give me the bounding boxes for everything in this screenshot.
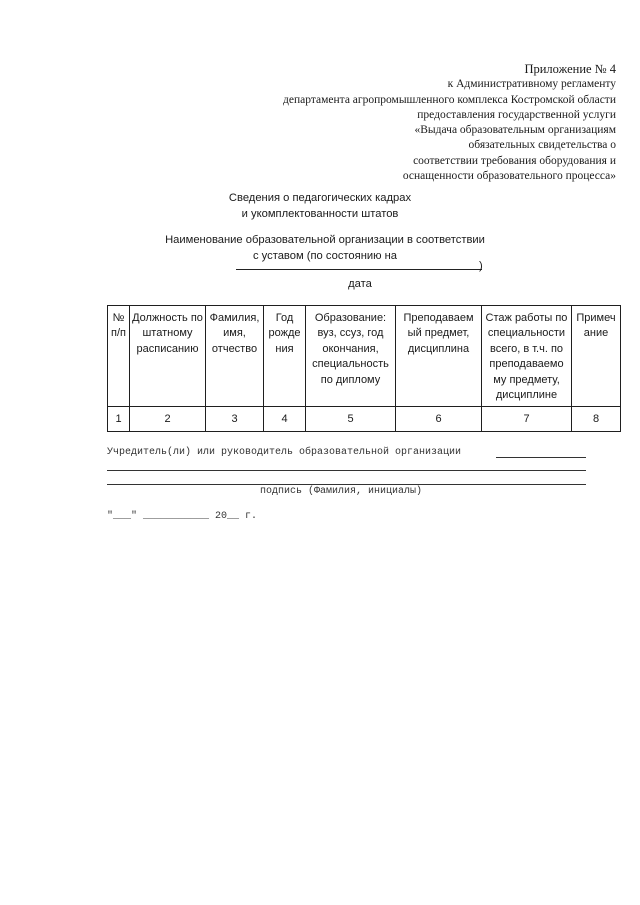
table-cell: 1 <box>108 407 130 432</box>
col-header-name: Фамилия, имя, отчество <box>206 306 264 407</box>
table-header-row <box>108 306 621 407</box>
org-line: Наименование образовательной организации в соответствии <box>165 234 485 246</box>
table-cell: 5 <box>306 407 396 432</box>
appendix-line: к Административному регламенту <box>447 78 616 91</box>
signature-date: "___" ___________ 20__ г. <box>107 511 258 522</box>
appendix-line: оснащенности образовательного процесса» <box>402 170 616 183</box>
staff-table <box>107 305 621 432</box>
appendix-line: департамента агропромышленного комплекса Костромской области <box>283 93 616 106</box>
appendix-line: обязательных свидетельства о <box>468 139 616 152</box>
heading-line: и укомплектованности штатов <box>241 207 399 220</box>
table-cell: 4 <box>264 407 306 432</box>
table-row <box>108 407 621 432</box>
col-header-note: Примеч ание <box>572 306 621 407</box>
appendix-line: «Выдача образовательным организациям <box>414 124 616 137</box>
table-cell: 6 <box>396 407 482 432</box>
col-header-position: Должность по штатному расписанию <box>130 306 206 407</box>
date-caption: дата <box>348 278 372 290</box>
col-header-birth-year: Год рожде ния <box>264 306 306 407</box>
col-header-subject: Преподаваем ый предмет, дисциплина <box>396 306 482 407</box>
table-cell: 8 <box>572 407 621 432</box>
heading-line: Сведения о педагогических кадрах <box>228 192 412 204</box>
appendix-line: предоставления государственной услуги <box>417 108 616 121</box>
section-heading <box>160 191 480 222</box>
col-header-education: Образование: вуз, ссуз, год окончания, специальность по диплому <box>306 306 396 407</box>
appendix-line: соответствии требования оборудования и <box>413 154 616 167</box>
signature-intro: Учредитель(ли) или руководитель образовательной организации <box>107 447 462 458</box>
table-cell: 3 <box>206 407 264 432</box>
org-line: с уставом (по состоянию на <box>252 249 398 262</box>
appendix-number: Приложение № 4 <box>524 62 616 76</box>
table-cell: 2 <box>130 407 206 432</box>
signature-caption: подпись (Фамилия, инициалы) <box>260 486 423 497</box>
col-header-experience: Стаж работы по специальности всего, в т.ч. по преподаваемо му предмету, дисциплине <box>482 306 572 407</box>
col-header-number: № п/п <box>108 306 130 407</box>
signature-fill-line[interactable] <box>496 457 586 458</box>
date-fill-line[interactable] <box>236 269 482 270</box>
org-name-label <box>150 233 500 264</box>
table-cell: 7 <box>482 407 572 432</box>
signature-line[interactable] <box>107 484 586 485</box>
date-close-paren: ) <box>479 260 483 272</box>
signature-line[interactable] <box>107 470 586 471</box>
appendix-block <box>283 62 616 184</box>
